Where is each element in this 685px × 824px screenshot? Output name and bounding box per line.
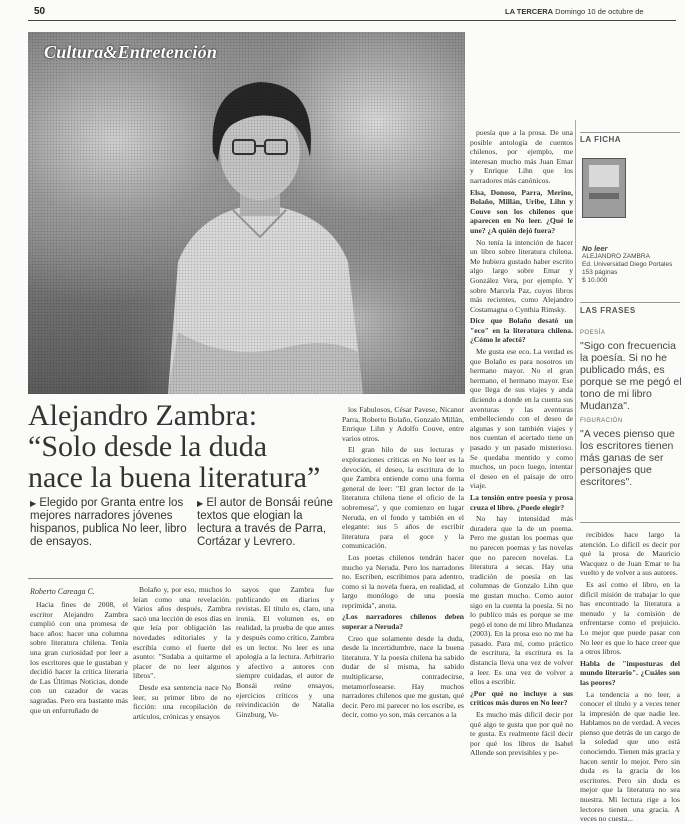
body-column-6 bbox=[580, 530, 680, 824]
body-column-2 bbox=[133, 585, 231, 795]
deck-2-text: El autor de Bonsái reúne textos que elogian la lectura a través de Parra, Cortázar y Levrero. bbox=[197, 497, 333, 548]
frases-bottom-rule bbox=[580, 522, 680, 523]
paragraph: Bolaño y, por eso, muchos lo leían como una revelación. Varios años después, Zambra sacó una lección de esos días en que leía por obligación las novedades editoriales y la escribía como el fuerte del asunto: "Sudaba a quitarme el placer de no leer algunos libros". bbox=[133, 585, 231, 681]
book-info bbox=[582, 245, 682, 285]
paragraph: No hay intensidad más duradera que la de un poema. Pero me gustan los poemas que no parecen poemas y las novelas que no parecen novelas. La literatura a secas. Hay una tradición de poesía en las columnas de Gonzalo Lihn que me gustan mucho. Como autor sigo en la cuenta la poesía. Si no lo publico más es porque se me pegó el tono de mi libro Mudanza (2003). En la prosa eso no me ha pasado. Para mí, como práctico de escritura, la escritura es la distancia lleva una vez de volver a leer. Es una vez de volver a ellos a escribir. bbox=[470, 514, 573, 687]
paragraph: Hacia fines de 2008, el escritor Alejandro Zambra cumplió con una promesa de hace años: hacer una columna sobre literatura chilena. Tenía una gran curiosidad por leer a los escritores que le gustaban y decidió hacer la crítica literaria de Las Últimas Noticias, donde con un cazador de vacas sagradas. Pero era bastante más que un enfurruñado de bbox=[30, 600, 128, 715]
triangle-bullet-icon: ▶ bbox=[197, 499, 204, 508]
headline bbox=[28, 400, 338, 494]
paragraph: La tendencia a no leer, a conocer el título y a veces tener la impresión de que nadie lee. Hablamos no de verdad. A veces pienso que detrás de un cargo de la soledad que uno está conociendo. Tienen más gracia y hacen sentir lo mejor. Pero sin duda es la gracia de los escritores. Pero sin duda es mejor que la literatura no sea nuestra. Mi lectura rige a los lectores tienen una gracia. A veces no cuesta... bbox=[580, 689, 680, 824]
paragraph: Me gusta ese eco. La verdad es que Bolaño es para nosotros un hermano mayor. No el gran hermano, el hermano mayor. Ese que llega de sus viajes y anda diciendo a donde en la cuenta sus aventuras y las aventuras embelleciendo con el deseo de algunas y son también viajes y nos cuentan el acertado tiene un pasado y un pasado misterioso. Se quedaba mentido y como muchos, un poco luego, intentar el deseo en el paisaje de otro viaje. bbox=[470, 347, 573, 491]
byline: Roberto Careaga C. bbox=[30, 587, 95, 596]
interview-question: Dice que Bolaño desató un "eco" en la literatura chilena. ¿Cómo le afectó? bbox=[470, 316, 573, 345]
paragraph: los Fabulosos, César Pavese, Nicanor Parra, Roberto Bolaño, Gonzalo Millán, Enrique Lihn y Adolfo Couve, entre varios otros. bbox=[342, 405, 464, 443]
frase-1-label: POESÍA bbox=[580, 330, 606, 336]
book-cover bbox=[582, 158, 626, 218]
frase-2-text: "A veces pienso que los escritores tienen más ganas de ser personajes que escritores". bbox=[580, 428, 675, 488]
book-author: ALEJANDRO ZAMBRA bbox=[582, 253, 650, 260]
newspaper-name: LA TERCERA bbox=[505, 7, 554, 16]
deck-1 bbox=[30, 497, 190, 549]
deck-1-text: Elegido por Granta entre los mejores narradores jóvenes hispanos, publica No leer, libro de ensayos. bbox=[30, 497, 187, 548]
ficha-title: LA FICHA bbox=[580, 135, 622, 144]
interview-question: Elsa, Donoso, Parra, Merino, Bolaño, Millán, Uribe, Lihn y Couve son los chilenos que aparecen en No leer. ¿Qué le une? ¿A quién dejó fuera? bbox=[470, 187, 573, 235]
paragraph: No tenía la intención de hacer un libro sobre literatura chilena. Me hubiera gustado haber escrito algo largo sobre Emar y González Vera, por ejemplo. Y sobre Marcela Paz, cuyos libros más recientes, como Alejandro Costamagna o Cynthia Rimsky. bbox=[470, 237, 573, 314]
paragraph: Creo que solamente desde la duda, desde la incertidumbre, nace la buena literatura. Y la poesía chilena ha sabido dudar de sí misma, ha sabido multiplicarse, contradecirse, metamorfosearse. Hay muchos narradores chilenos que me gustan, qué decir. Pero mi parecer no los escribe, es decir, como yo son, más cercanos a la bbox=[342, 633, 464, 720]
book-title: No leer bbox=[582, 244, 608, 253]
headline-name: Alejandro Zambra: bbox=[28, 399, 258, 432]
headline-quote-1: “Solo desde la duda bbox=[28, 430, 268, 463]
book-publisher: Ed. Universidad Diego Portales bbox=[582, 261, 673, 268]
book-pages: 153 páginas bbox=[582, 269, 618, 276]
frase-2-label: FIGURACIÓN bbox=[580, 418, 623, 424]
issue-date: Domingo 10 de octubre de bbox=[555, 7, 644, 16]
interview-question: Habla de "imposturas del mundo literario". ¿Cuáles son las peores? bbox=[580, 658, 680, 687]
paragraph: sayos que Zambra fue publicando en diarios y revistas. El título es, claro, una ironía. El volumen es, en realidad, la prueba de que antes y después como crítico, Zambra es un lector. No leer es una apología a la lectura. Arbitrario y afectivo a autores con siempre cuidadas, el autor de Bonsái reúne ensayos, ejercicios críticos y una reivindicación de Natalia Ginzburg, Ve- bbox=[236, 585, 334, 719]
section-title: Cultura&Entretención bbox=[44, 42, 218, 62]
masthead bbox=[505, 7, 644, 16]
headline-quote-2: nace la buena literatura” bbox=[28, 461, 321, 494]
triangle-bullet-icon: ▶ bbox=[30, 499, 37, 508]
paragraph: poesía que a la prosa. De una posible antología de cuentos chilenos, por ejemplo, me interesan mucho más Juan Emar y Enrique Lihn que los narradores más canónicos. bbox=[470, 128, 573, 185]
body-column-5 bbox=[470, 128, 573, 795]
frase-1-text: "Sigo con frecuencia la poesía. Si no he publicado más, es porque se me pegó el tono de mi libro Mudanza". bbox=[580, 340, 682, 412]
interview-question: ¿Por qué no incluye a sus críticos más duros en No leer? bbox=[470, 688, 573, 708]
ficha-rule bbox=[580, 132, 680, 133]
deck-2 bbox=[197, 497, 337, 549]
paragraph: Es mucho más difícil decir por qué algo te gusta que por qué no te gusta. Es realmente fácil decir por qué los libros de Isabel Allende son previsibles y pe- bbox=[470, 710, 573, 758]
interview-question: ¿Los narradores chilenos deben superar a Neruda? bbox=[342, 612, 464, 632]
paragraph: Desde esa sentencia nace No leer, su primer libro de no ficción: una recopilación de artículos, crónicas y ensayos bbox=[133, 682, 231, 721]
frases-rule bbox=[580, 302, 680, 303]
frases-title: LAS FRASES bbox=[580, 306, 636, 315]
book-price: $ 10.000 bbox=[582, 277, 608, 284]
body-column-4 bbox=[342, 405, 464, 795]
body-column-3 bbox=[236, 585, 334, 795]
author-photo bbox=[28, 32, 465, 394]
paragraph: Los poetas chilenos tendrán hacer mucho ya Neruda. Pero los narradores no. Escriben, escribimos para adentro, como si la novela fuera, en realidad, el largo monólogo de una poesía reprimida", anota. bbox=[342, 552, 464, 610]
paragraph: Es así como el libro, en la difícil misión de trabajar lo que has encontrado la literatura a menudo y la comisión de enfrentarse como el prejuicio. Lo mejor que puede pasar con No leer es que lo hace creer que a otros libros. bbox=[580, 579, 680, 657]
page-number: 50 bbox=[34, 6, 46, 17]
header-rule bbox=[28, 20, 676, 21]
paragraph: recibidos hace largo la atención. Lo difícil es decir por qué la prosa de Mauricio Wacquez o de Juan Emar te ha vuelto y de volver a sus autores. bbox=[580, 530, 680, 578]
paragraph: El gran hilo de sus lecturas y exploraciones críticas en No leer es la devoción, el deseo, la escritura de lo que Zambra entiende como una forma general de leer: "El gran lector de la literatura chilena tiene el oficio de la sobremesa", y que comienzo en lugar Neruda, en el fondo y también en el elegante: sus 5 años de escribir literatura para el goce y la comunicación. bbox=[342, 445, 464, 551]
sidebar-divider bbox=[575, 120, 576, 520]
deck-rule bbox=[28, 578, 333, 579]
interview-question: La tensión entre poesía y prosa cruza el libro. ¿Puede elegir? bbox=[470, 492, 573, 512]
body-column-1 bbox=[30, 600, 128, 795]
